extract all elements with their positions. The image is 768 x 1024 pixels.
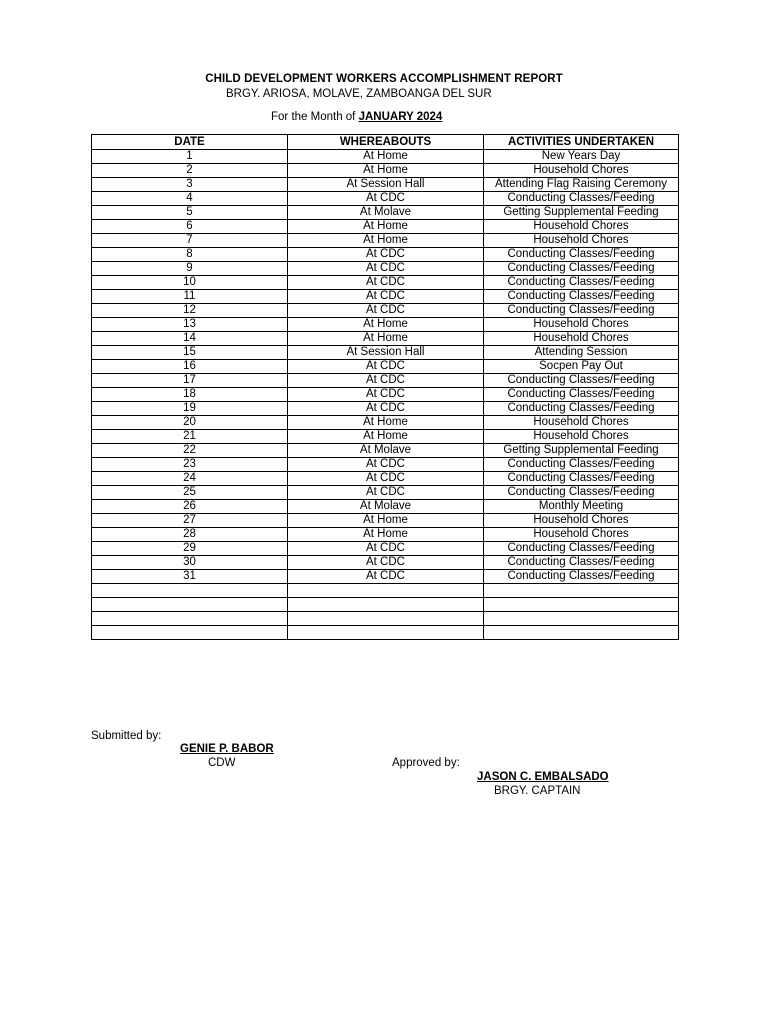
table-row (92, 360, 679, 374)
activity-cell: Conducting Classes/Feeding (484, 556, 679, 570)
activity-cell: Conducting Classes/Feeding (484, 374, 679, 388)
activity-cell: Getting Supplemental Feeding (484, 444, 679, 458)
date-cell: 28 (92, 528, 288, 542)
date-cell: 19 (92, 402, 288, 416)
whereabouts-cell (288, 626, 484, 640)
table-row (92, 430, 679, 444)
approved-by-label: Approved by: (392, 757, 460, 769)
date-cell: 20 (92, 416, 288, 430)
whereabouts-cell: At Home (288, 430, 484, 444)
table-row (92, 472, 679, 486)
table-row (92, 612, 679, 626)
accomplishment-table (91, 134, 679, 640)
activity-cell: Household Chores (484, 164, 679, 178)
date-cell: 9 (92, 262, 288, 276)
date-cell: 14 (92, 332, 288, 346)
table-row (92, 206, 679, 220)
submitter-name: GENIE P. BABOR (180, 743, 274, 755)
report-month-line (271, 111, 442, 123)
whereabouts-cell (288, 584, 484, 598)
whereabouts-cell: At Home (288, 234, 484, 248)
table-row (92, 556, 679, 570)
date-cell: 6 (92, 220, 288, 234)
activity-cell: Conducting Classes/Feeding (484, 486, 679, 500)
whereabouts-cell: At Home (288, 514, 484, 528)
date-cell: 22 (92, 444, 288, 458)
table-row (92, 402, 679, 416)
whereabouts-cell: At CDC (288, 276, 484, 290)
submitted-by-label: Submitted by: (91, 730, 162, 742)
table-row (92, 500, 679, 514)
table-row (92, 388, 679, 402)
date-cell: 4 (92, 192, 288, 206)
date-cell: 25 (92, 486, 288, 500)
date-cell: 11 (92, 290, 288, 304)
whereabouts-cell: At Home (288, 220, 484, 234)
whereabouts-cell: At CDC (288, 360, 484, 374)
whereabouts-cell: At Home (288, 164, 484, 178)
activity-cell: Conducting Classes/Feeding (484, 304, 679, 318)
activity-cell: Conducting Classes/Feeding (484, 192, 679, 206)
whereabouts-cell: At CDC (288, 570, 484, 584)
table-row (92, 416, 679, 430)
report-location: BRGY. ARIOSA, MOLAVE, ZAMBOANGA DEL SUR (226, 88, 492, 100)
activity-cell: Conducting Classes/Feeding (484, 472, 679, 486)
date-cell: 7 (92, 234, 288, 248)
whereabouts-cell: At CDC (288, 304, 484, 318)
date-cell (92, 626, 288, 640)
activity-cell: Household Chores (484, 234, 679, 248)
date-cell: 27 (92, 514, 288, 528)
date-cell: 15 (92, 346, 288, 360)
month-value: JANUARY 2024 (358, 111, 443, 123)
activity-cell (484, 626, 679, 640)
activity-cell: Household Chores (484, 430, 679, 444)
date-cell: 5 (92, 206, 288, 220)
whereabouts-cell: At CDC (288, 458, 484, 472)
table-row (92, 458, 679, 472)
activity-cell: Conducting Classes/Feeding (484, 388, 679, 402)
date-cell: 23 (92, 458, 288, 472)
approver-role: BRGY. CAPTAIN (494, 785, 581, 797)
report-title: CHILD DEVELOPMENT WORKERS ACCOMPLISHMENT REPORT (205, 73, 563, 85)
activity-cell: Household Chores (484, 220, 679, 234)
whereabouts-cell: At CDC (288, 388, 484, 402)
table-row (92, 234, 679, 248)
date-cell (92, 584, 288, 598)
activity-cell: Conducting Classes/Feeding (484, 290, 679, 304)
date-cell: 10 (92, 276, 288, 290)
whereabouts-cell: At Home (288, 416, 484, 430)
whereabouts-cell: At CDC (288, 374, 484, 388)
date-cell: 8 (92, 248, 288, 262)
whereabouts-cell: At CDC (288, 486, 484, 500)
table-header-row (92, 135, 679, 150)
date-cell: 18 (92, 388, 288, 402)
activity-cell: Conducting Classes/Feeding (484, 262, 679, 276)
approver-name: JASON C. EMBALSADO (477, 771, 609, 783)
whereabouts-cell: At CDC (288, 402, 484, 416)
whereabouts-cell: At CDC (288, 192, 484, 206)
date-cell: 16 (92, 360, 288, 374)
table-row (92, 346, 679, 360)
date-cell: 30 (92, 556, 288, 570)
table-row (92, 626, 679, 640)
table-row (92, 318, 679, 332)
activity-cell: Attending Session (484, 346, 679, 360)
table-row (92, 374, 679, 388)
column-header-date: DATE (92, 135, 288, 150)
table-row (92, 542, 679, 556)
table-row (92, 598, 679, 612)
date-cell: 12 (92, 304, 288, 318)
whereabouts-cell: At Home (288, 150, 484, 164)
whereabouts-cell (288, 612, 484, 626)
activity-cell: Household Chores (484, 318, 679, 332)
date-cell: 2 (92, 164, 288, 178)
table-row (92, 528, 679, 542)
activity-cell: Monthly Meeting (484, 500, 679, 514)
activity-cell: Socpen Pay Out (484, 360, 679, 374)
table-row (92, 192, 679, 206)
whereabouts-cell: At Home (288, 332, 484, 346)
date-cell: 24 (92, 472, 288, 486)
date-cell: 31 (92, 570, 288, 584)
table-row (92, 276, 679, 290)
date-cell (92, 598, 288, 612)
submitter-role: CDW (208, 757, 236, 769)
activity-cell: Household Chores (484, 416, 679, 430)
whereabouts-cell: At Home (288, 318, 484, 332)
activity-cell: Conducting Classes/Feeding (484, 402, 679, 416)
table-row (92, 304, 679, 318)
activity-cell: Getting Supplemental Feeding (484, 206, 679, 220)
column-header-whereabouts: WHEREABOUTS (288, 135, 484, 150)
date-cell: 13 (92, 318, 288, 332)
table-row (92, 584, 679, 598)
table-row (92, 178, 679, 192)
table-row (92, 150, 679, 164)
table-row (92, 514, 679, 528)
table-row (92, 164, 679, 178)
table-row (92, 248, 679, 262)
activity-cell: Conducting Classes/Feeding (484, 570, 679, 584)
activity-cell: Household Chores (484, 528, 679, 542)
table-row (92, 220, 679, 234)
activity-cell: Conducting Classes/Feeding (484, 542, 679, 556)
activity-cell (484, 598, 679, 612)
whereabouts-cell: At Session Hall (288, 178, 484, 192)
activity-cell: Household Chores (484, 514, 679, 528)
whereabouts-cell: At CDC (288, 472, 484, 486)
activity-cell: Household Chores (484, 332, 679, 346)
activity-cell: Conducting Classes/Feeding (484, 248, 679, 262)
table-row (92, 262, 679, 276)
activity-cell (484, 612, 679, 626)
whereabouts-cell: At Session Hall (288, 346, 484, 360)
whereabouts-cell: At Molave (288, 444, 484, 458)
whereabouts-cell: At Home (288, 528, 484, 542)
date-cell: 17 (92, 374, 288, 388)
whereabouts-cell (288, 598, 484, 612)
whereabouts-cell: At CDC (288, 262, 484, 276)
activity-cell: Attending Flag Raising Ceremony (484, 178, 679, 192)
column-header-activities: ACTIVITIES UNDERTAKEN (484, 135, 679, 150)
whereabouts-cell: At Molave (288, 500, 484, 514)
date-cell: 29 (92, 542, 288, 556)
table-body (92, 150, 679, 640)
date-cell: 21 (92, 430, 288, 444)
date-cell (92, 612, 288, 626)
table-row (92, 570, 679, 584)
whereabouts-cell: At CDC (288, 248, 484, 262)
activity-cell: Conducting Classes/Feeding (484, 458, 679, 472)
whereabouts-cell: At CDC (288, 556, 484, 570)
date-cell: 26 (92, 500, 288, 514)
date-cell: 1 (92, 150, 288, 164)
table-row (92, 486, 679, 500)
table-row (92, 290, 679, 304)
date-cell: 3 (92, 178, 288, 192)
activity-cell: New Years Day (484, 150, 679, 164)
table-row (92, 444, 679, 458)
activity-cell: Conducting Classes/Feeding (484, 276, 679, 290)
activity-cell (484, 584, 679, 598)
whereabouts-cell: At Molave (288, 206, 484, 220)
month-prefix: For the Month of (271, 111, 356, 123)
whereabouts-cell: At CDC (288, 542, 484, 556)
whereabouts-cell: At CDC (288, 290, 484, 304)
table-row (92, 332, 679, 346)
